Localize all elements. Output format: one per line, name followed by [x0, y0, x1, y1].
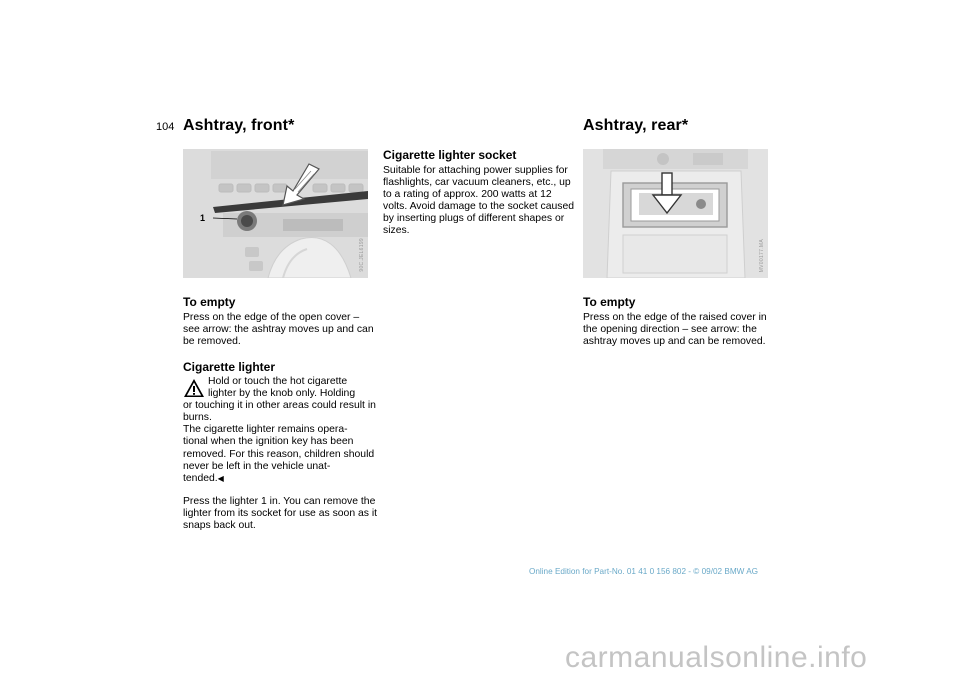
page-number: 104	[156, 121, 175, 133]
end-mark: ◀	[217, 473, 224, 483]
right-title: Ashtray, rear*	[583, 117, 689, 134]
warning-line-2: lighter by the knob only. Holding	[208, 388, 356, 400]
press-lighter-text: Press the lighter 1 in. You can remove the lighter from its socket for use as soon as it snaps back out.	[183, 496, 378, 532]
footer-edition: Online Edition for Part-No. 01 41 0 156 802 - © 09/02 BMW AG	[529, 567, 759, 576]
front-ashtray-illustration	[183, 149, 368, 278]
right-to-empty-heading: To empty	[583, 295, 636, 309]
left-title: Ashtray, front*	[183, 117, 295, 134]
warning-rest: or touching it in other areas could result in burns. The cigarette lighter remains opera- tional when the ignition key has been removed. For this reason, children should never be left in the vehicle unat- tended.	[183, 400, 376, 484]
warning-line-1: Hold or touch the hot cigarette	[208, 376, 348, 387]
rear-ashtray-illustration	[583, 149, 768, 278]
figure-code: MV00177.MA	[759, 238, 765, 272]
warning-block	[183, 376, 383, 485]
socket-heading: Cigarette lighter socket	[383, 148, 517, 162]
rear-ashtray-figure	[583, 149, 768, 278]
front-ashtray-figure	[183, 149, 368, 278]
cigarette-lighter-heading: Cigarette lighter	[183, 360, 276, 374]
socket-text: Suitable for attaching power supplies for flashlights, car vacuum cleaners, etc., up to a rating of approx. 200 watts at 12 volts. Avoid damage to the socket caused by inserting plugs of different shapes or sizes.	[383, 165, 574, 237]
figure-code: 90C.JEL6199	[359, 238, 365, 272]
left-to-empty-text: Press on the edge of the open cover – see arrow: the ashtray moves up and can be removed.	[183, 312, 374, 348]
figure-label-1: 1	[200, 213, 206, 223]
left-to-empty-heading: To empty	[183, 295, 236, 309]
watermark: carmanualsonline.info	[565, 641, 868, 674]
right-to-empty-text: Press on the edge of the raised cover in the opening direction – see arrow: the ashtray moves up and can be removed.	[583, 312, 767, 348]
